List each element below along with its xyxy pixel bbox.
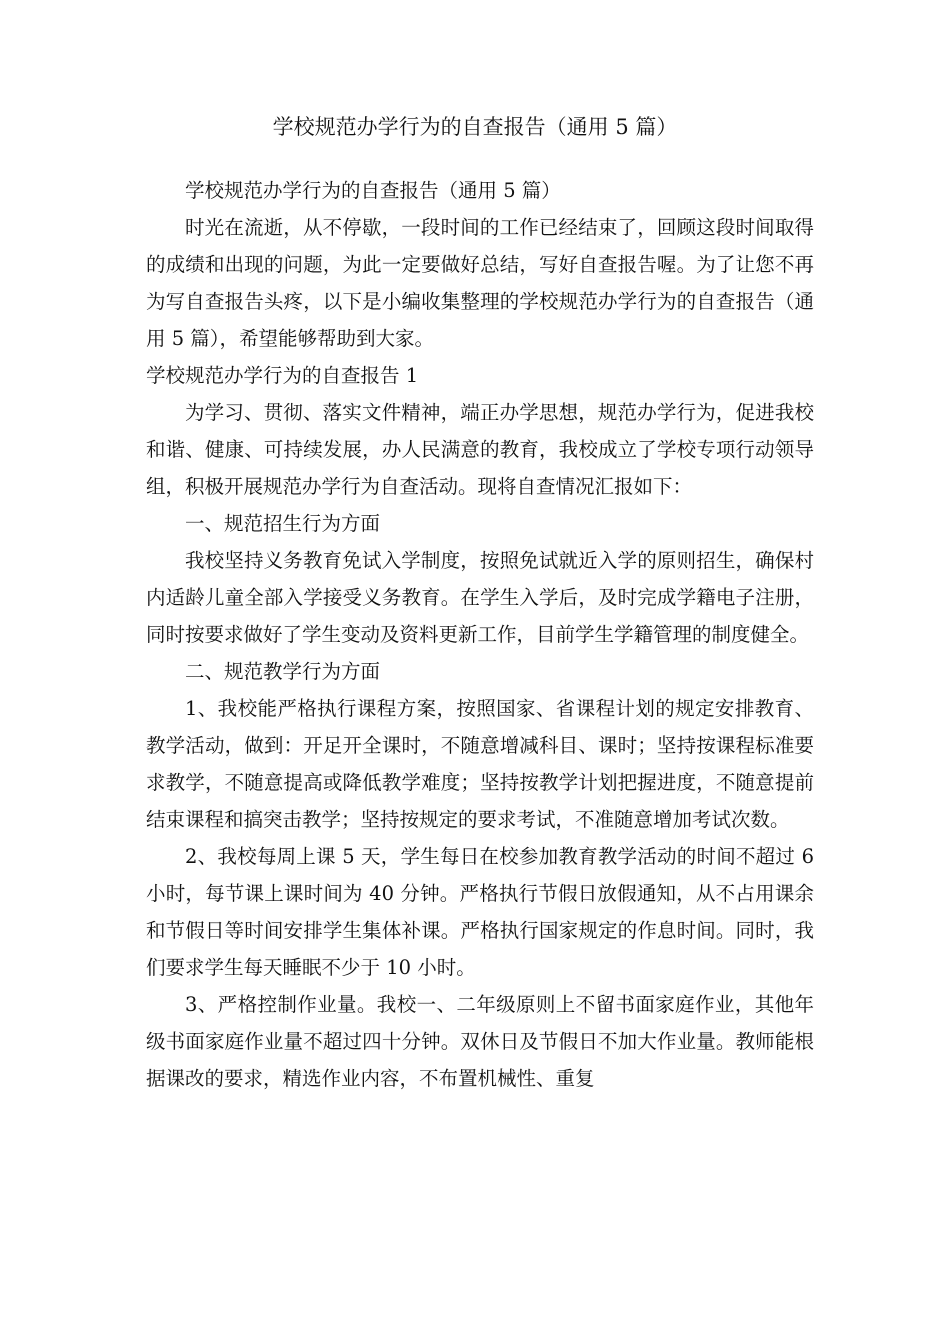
paragraph: 为学习、贯彻、落实文件精神，端正办学思想，规范办学行为，促进我校和谐、健康、可持续发展，办人民满意的教育，我校成立了学校专项行动领导组，积极开展规范办学行为自查活动。现将自查情况汇报如下： (146, 401, 814, 498)
paragraph: 时光在流逝，从不停歇，一段时间的工作已经结束了，回顾这段时间取得的成绩和出现的问题，为此一定要做好总结，写好自查报告喔。为了让您不再为写自查报告头疼，以下是小编收集整理的学校规范办学行为的自查报告（通用 5 篇），希望能够帮助到大家。 (146, 216, 814, 350)
paragraph: 学校规范办学行为的自查报告（通用 5 篇） (185, 179, 561, 202)
subsection-heading: 二、规范教学行为方面 (185, 660, 381, 683)
paragraph: 1、我校能严格执行课程方案，按照国家、省课程计划的规定安排教育、教学活动，做到：开足开全课时，不随意增减科目、课时；坚持按课程标准要求教学，不随意提高或降低教学难度；坚持按教学计划把握进度，不随意提前结束课程和搞突击教学；坚持按规定的要求考试，不准随意增加考试次数。 (146, 697, 814, 831)
document-body (146, 172, 814, 1097)
document-title: 学校规范办学行为的自查报告（通用 5 篇） (272, 115, 678, 139)
subsection-heading: 一、规范招生行为方面 (185, 512, 381, 535)
paragraph: 3、严格控制作业量。我校一、二年级原则上不留书面家庭作业，其他年级书面家庭作业量不超过四十分钟。双休日及节假日不加大作业量。教师能根据课改的要求，精选作业内容，不布置机械性、重复 (146, 993, 814, 1090)
section-heading: 学校规范办学行为的自查报告 1 (146, 364, 419, 387)
paragraph: 我校坚持义务教育免试入学制度，按照免试就近入学的原则招生，确保村内适龄儿童全部入学接受义务教育。在学生入学后，及时完成学籍电子注册，同时按要求做好了学生变动及资料更新工作，目前学生学籍管理的制度健全。 (146, 549, 814, 646)
paragraph: 2、我校每周上课 5 天，学生每日在校参加教育教学活动的时间不超过 6 小时，每节课上课时间为 40 分钟。严格执行节假日放假通知，从不占用课余和节假日等时间安排学生集体补课。严格执行国家规定的作息时间。同时，我们要求学生每天睡眠不少于 10 小时。 (146, 845, 814, 979)
